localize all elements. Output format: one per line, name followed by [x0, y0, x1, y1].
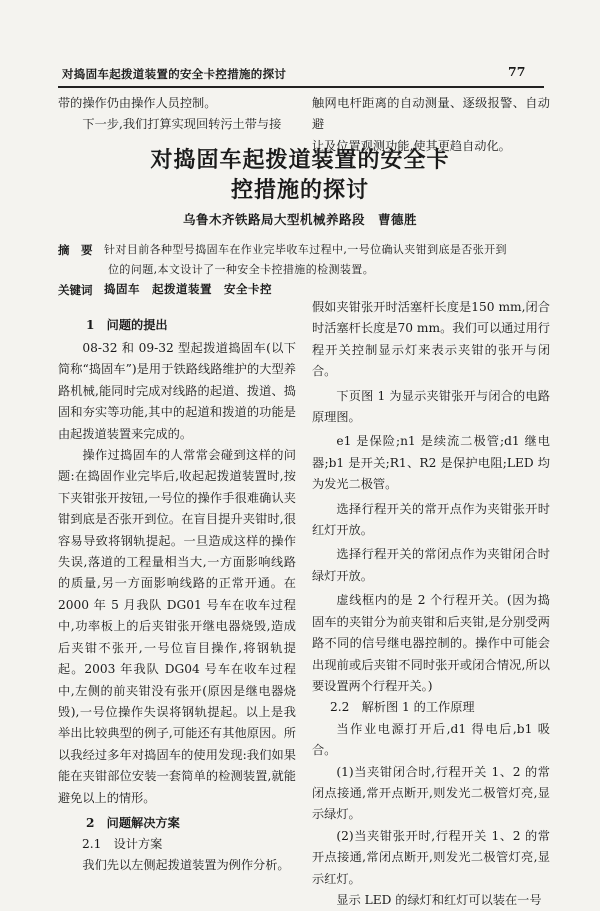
paragraph: 选择行程开关的常开点作为夹钳张开时红灯开放。: [312, 501, 550, 538]
paragraph: 带的操作仍由操作人员控制。: [58, 96, 217, 110]
section-heading: 2 问题解决方案: [86, 815, 180, 830]
right-column: [312, 297, 550, 911]
paragraph: 触网电杆距离的自动测量、逐级报警、自动避: [312, 96, 550, 132]
paragraph: 显示 LED 的绿灯和红灯可以装在一号: [336, 892, 542, 907]
left-column: [58, 314, 296, 877]
keywords-label: 关键词: [58, 283, 93, 297]
paragraph: 让及位置观测功能,使其更趋自动化。: [312, 138, 511, 153]
paragraph: e1 是保险;n1 是续流二极管;d1 继电器;b1 是开关;R1、R2 是保护电阻;LED 均为发光二极管。: [312, 434, 550, 492]
article-title-line-1: 对捣固车起拨道装置的安全卡: [150, 147, 450, 173]
paragraph: 选择行程开关的常闭点作为夹钳闭合时绿灯开放。: [312, 547, 550, 583]
paragraph: 08-32 和 09-32 型起拨道捣固车(以下简称“捣固车”)是用于铁路线路维护的大型养路机械,能同时完成对线路的起道、拨道、捣固和夯实等功能,其中的起道和拨道的功能是由起拨道装置来完成的。: [58, 341, 296, 441]
article-title-line-2: 控措施的探讨: [230, 177, 369, 203]
keywords: 捣固车 起拨道装置 安全卡控: [104, 282, 272, 296]
abstract-label: 摘 要: [58, 243, 93, 257]
paragraph: 下页图 1 为显示夹钳张开与闭合的电路原理图。: [312, 388, 550, 425]
header-rule: [58, 86, 544, 88]
paragraph: 虚线框内的是 2 个行程开关。(因为捣固车的夹钳分为前夹钳和后夹钳,是分别受两路不同的信号继电器控制的。操作中可能会出现前或后夹钳不同时张开或闭合情况,所以要设置两个行程开关。): [312, 593, 550, 693]
subsection-heading: 2.2 解析图 1 的工作原理: [330, 700, 475, 715]
paragraph: 假如夹钳张开时活塞杆长度是150 mm,闭合时活塞杆长度是70 mm。我们可以通过用行程开关控制显示灯来表示夹钳的张开与闭合。: [312, 300, 550, 379]
subsection-heading: 2.1 设计方案: [82, 836, 163, 851]
paragraph: 下一步,我们打算实现回转污土带与接: [82, 117, 282, 132]
author-line: 乌鲁木齐铁路局大型机械养路段 曹德胜: [182, 212, 417, 227]
abstract-text: [104, 240, 544, 280]
previous-article-tail-left: [58, 93, 296, 136]
paragraph: 当作业电源打开后,d1 得电后,b1 吸合。: [312, 721, 550, 758]
paragraph: 我们先以左侧起拨道装置为例作分析。: [82, 858, 290, 873]
running-title: 对捣固车起拨道装置的安全卡控措施的探讨: [62, 67, 287, 81]
abstract-line: 针对目前各种型号捣固车在作业完毕收车过程中,一号位确认夹钳到底是否张开到: [104, 243, 507, 256]
paragraph: (1)当夹钳闭合时,行程开关 1、2 的常闭点接通,常开点断开,则发光二极管灯亮,显示绿灯。: [312, 764, 550, 822]
paragraph: 操作过捣固车的人常常会碰到这样的问题:在捣固作业完毕后,收起起拨道装置时,按下夹钳张开按钮,一号位的操作手很难确认夹钳到底是否张开到位。在盲目提升夹钳时,很容易导致将钢轨提起。一旦造成这样的操作失误,落道的工程量相当大,一方面影响线路的质量,另一方面影响线路的正常开通。在 2000 年 5 月我队 DG01 号车在收车过程中,功率板上的后夹钳张开继电器烧毁,造成后夹钳不张开,一号位盲目操作,将钢轨提起。2003 年我队 DG04 号车在收车过程中,左侧的前夹钳没有张开(原因是继电器烧毁),一号位操作失误将钢轨提起。以上是我举出比较典型的例子,可能还有其他原因。所以我经过多年对捣固车的使用发现:我们如果能在夹钳部位安装一套简单的检测装置,就能避免以上的情形。: [58, 448, 296, 805]
page-number: 77: [508, 64, 526, 79]
abstract-line: 位的问题,本文设计了一种安全卡控措施的检测装置。: [108, 263, 375, 276]
section-heading: 1 问题的提出: [86, 318, 168, 332]
paragraph: (2)当夹钳张开时,行程开关 1、2 的常开点接通,常闭点断开,则发光二极管灯亮,显示红灯。: [312, 828, 550, 886]
